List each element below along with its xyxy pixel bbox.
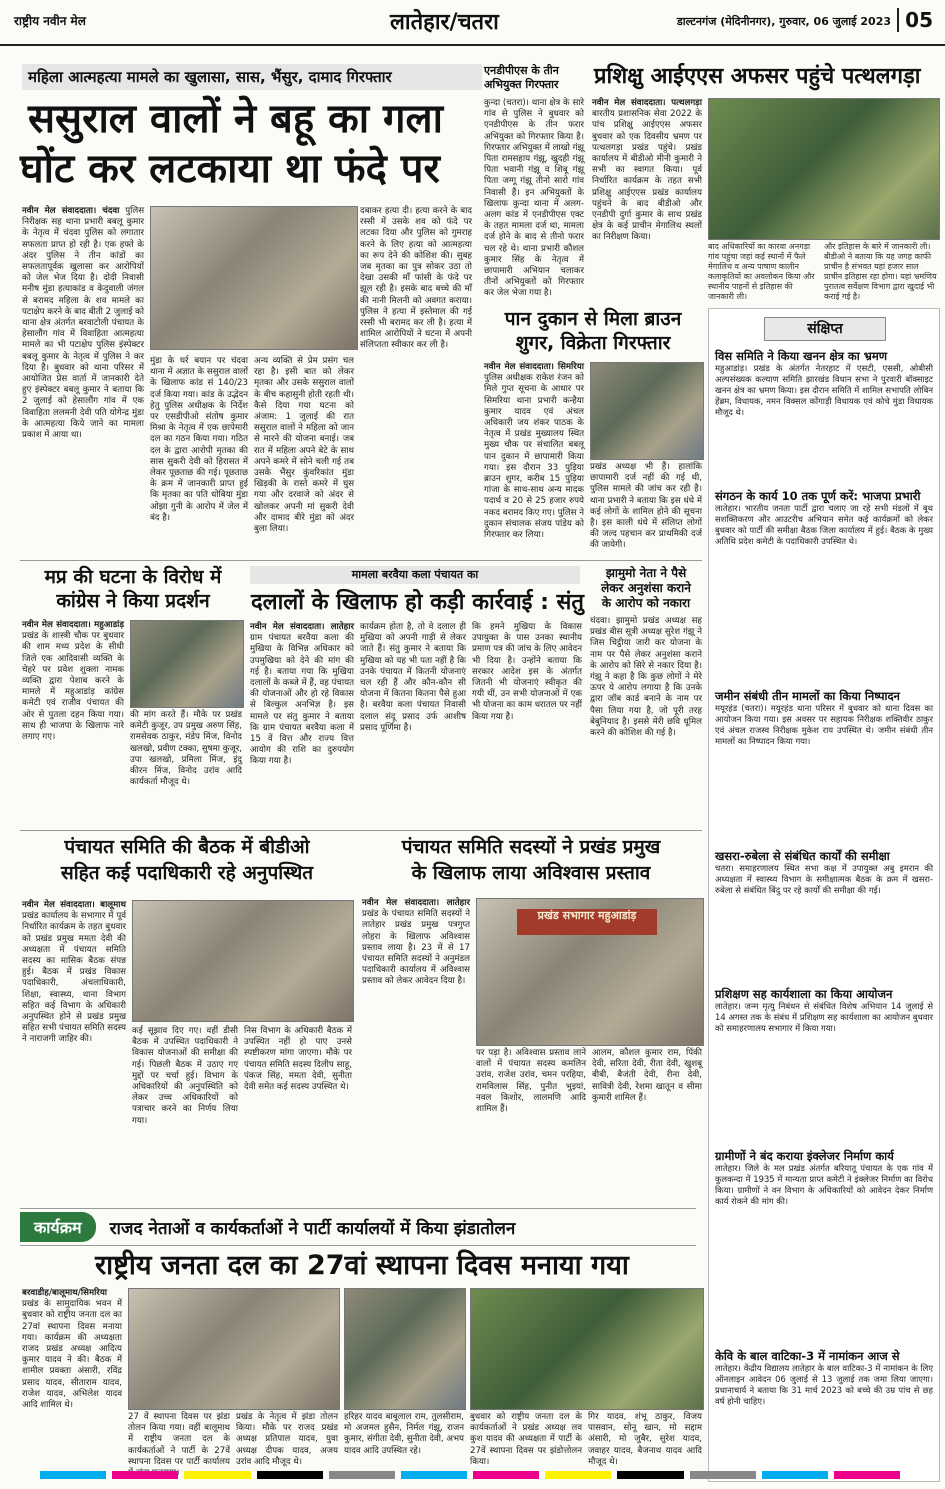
story7-headline-line2: लेकर अनुशंसा कराने xyxy=(601,581,691,595)
story8-body xyxy=(22,900,126,1202)
story6-tag: मामला बरवैया कला पंचायत का xyxy=(250,566,580,584)
story10-body xyxy=(22,1288,122,1472)
story1-kicker: महिला आत्महत्या मामले का खुलासा, सास, भैंसुर, दामाद गिरफ्तार xyxy=(22,64,482,90)
story8-photo xyxy=(132,900,354,1022)
story3-caption-right: और इतिहास के बारे में जानकारी ली। बीडीओ ने बताया कि यह जगह काफी प्राचीन है संभवत यहां हजार साल प्राचीन इतिहास रहा होगा। यहां भ्रमणिय पुरातत्व सर्वेक्षण विभाग द्वारा खुदाई भी कराई गई है। xyxy=(824,242,937,301)
story7-headline-line3: के आरोप को नकारा xyxy=(601,596,691,610)
story5-byline: नवीन मेल संवाददाता। महुआडांड़ xyxy=(22,620,124,630)
story10-photo1 xyxy=(128,1288,340,1410)
story9-photo-sign: प्रखंड सभागार महुआडांड़ xyxy=(517,909,657,935)
story6-byline: नवीन मेल संवाददाता। लातेहार xyxy=(250,622,354,632)
story10-photo3 xyxy=(470,1288,704,1410)
brief-title: ग्रामीणों ने बंद कराया इंक्लेजर निर्माण कार्य xyxy=(715,1149,894,1163)
story4-byline: नवीन मेल संवाददाता। सिमरिया xyxy=(484,362,584,372)
story9-byline: नवीन मेल संवाददाता। लातेहार xyxy=(362,898,470,908)
story7-headline xyxy=(590,566,702,611)
brief-text: लातेहार। जन्म मृत्यु निबंधन से संबंधित विशेष अभियान 14 जुलाई से 14 अगस्त तक के संबंध में प्रशिक्षण सह कार्यशाला का आयोजन बुधवार को समाहरणालय सभागार में किया गया। xyxy=(715,1001,933,1033)
brief-item xyxy=(715,349,933,483)
story4-headline-line1: पान दुकान से मिला ब्राउन xyxy=(504,308,682,330)
brief-item xyxy=(715,849,933,973)
story1-text-col4: दबाकर हत्या दी। हत्या करने के बाद रस्सी में उसके शव को फंदे पर लटका दिया और पुलिस को गुमराह करने के लिए हत्या को आत्महत्या का रूप देने की कोशिश की। सुबह जब मृतका का पुत्र सोकर उठा तो देखा उसकी माँ फांसी के फंदे पर झूल रही है। इसके बाद बच्चे की माँ की नानी मिलनी को अवगत कराया। पुलिस ने हत्या में इस्तेमाल की गई रस्सी भी बरामद कर ली है। हत्या में शामिल आरोपियों ने घटना में अपनी संलिप्तता स्वीकार कर ली है। xyxy=(360,206,472,351)
story5-text: प्रखंड के शास्त्री चौक पर बुधवार की शाम मध्य प्रदेश के सीधी जिले एक आदिवासी व्यक्ति के चेहरे पर प्रवेश शुक्ला नामक व्यक्ति द्वारा पेशाब करने के मामले में महुआडांड़ कांग्रेस कमेटी एवं राजीव पंचायत की ओर से पुतला दहन किया गया। साथ ही भाजपा के खिलाफ नारे लगाए गए। xyxy=(22,631,124,743)
dateline: डाल्टनगंज (मेदिनीनगर), गुरुवार, 06 जुलाई 2023 xyxy=(676,15,891,28)
story1-headline-line2: घोंट कर लटकाया था फंदे पर xyxy=(20,146,440,192)
brief-item xyxy=(715,1149,933,1333)
story6-body xyxy=(250,622,354,824)
story9-text: प्रखंड के पंचायत समिति सदस्यों ने लातेहार प्रखंड प्रमुख पत्रगुप्त लोहरा के खिलाफ अविश्वास प्रस्ताव लाया है। 23 में से 17 पंचायत समिति सदस्यों ने अनुमंडल पदाधिकारी कार्यालय में अविश्वास प्रस्ताव को लेकर आवेदन दिया है। xyxy=(362,909,470,987)
story9-body xyxy=(362,898,470,1202)
masthead xyxy=(0,0,945,46)
story1-text-col3: अन्य व्यक्ति से प्रेम प्रसंग चल रहा है। इसी बात को लेकर मृतका और उसके ससुराल वालों के बीच कहासुनी होती रहती थी। कैसे दिया गया घटना को अंजाम: 1 जुलाई की रात ससुराल वालों ने महिला को जान से मारने की योजना बनाई। जब रात में महिला अपने बेटे के साथ अपने कमरे में सोने चली गई तब उसके भैंसुर कुंवरिकांत मुंडा खिड़की के रास्ते कमरे में घुस गया और दरवाजे को अंदर से खोलकर अपनी मां सुकरी देवी और दामाद बीरे मुंडा को अंदर बुला लिया। xyxy=(254,356,354,535)
story10-text-b5: गिर यादव, शंभू ठाकुर, विजय पासवान, सोनू खान, मो सद्दाम अंसारी, मो जुबैर, सुरेश यादव, जवाहर यादव, बैजनाथ यादव आदि मौजूद थे। xyxy=(588,1412,702,1467)
paper-name: राष्ट्रीय नवीन मेल xyxy=(14,14,86,28)
story9-headline-line1: पंचायत समिति सदस्यों ने प्रखंड प्रमुख xyxy=(401,836,661,858)
story2-text: कुन्दा (चतरा)। थाना क्षेत्र के सारे गांव से पुलिस ने बुधवार को एनडीपीएस के तीन फरार अभियुक्त को गिरफ्तार किया है। गिरफ्तार अभियुक्त में लाखो गंझू पिता रामसहाय गंझू, खुदही गंझू पिता भवानी गंझू व शिबू गंझू पिता जग्गू गंझू तीनो सारो गांव निवासी हैं। इन अभियुक्तों के खिलाफ कुन्दा थाना में अलग-अलग कांड में एनडीपीएस एक्ट के तहत मामला दर्ज था, मामला दर्ज होने के बाद से तीनो फरार चल रहे थे। थाना प्रभारी कौशल कुमार सिंह के नेतृत्व में छापामारी अभियान चलाकर तीनों अभियुक्तों को गिरफ्तार कर जेल भेजा गया है। xyxy=(484,98,584,299)
brief-text: लातेहार। केंद्रीय विद्यालय लातेहार के बाल वाटिका-3 में नामांकन के लिए ऑनलाइन आवेदन 06 जुलाई से 13 जुलाई तक जमा लिया जाएगा। प्रधानाचार्य ने बताया कि 31 मार्च 2023 को बच्चे की उम्र पांच से छह वर्ष होनी चाहिए। xyxy=(715,1363,933,1406)
brief-text: महुआडांड़। प्रखंड के अंतर्गत नेतरहाट में एसटी, एससी, ओबीसी अल्पसंख्यक कल्याण समिति झारखंड विधान सभा ने पुरवारी बॉक्साइट खनन क्षेत्र का भ्रमण किया। इस दौरान समिति में शामिल सभापति लोबिन हेंब्रम, विधायक, नमन विक्सल कोंगाड़ी विधायक एवं कोचे मुंडा विधायक मौजूद थे। xyxy=(715,363,933,417)
story2-kicker: एनडीपीएस के तीन अभियुक्त गिरफ्तार xyxy=(484,64,559,91)
story10-text: प्रखंड के सामुदायिक भवन में बुधवार को राष्ट्रीय जनता दल का 27वां स्थापना दिवस मनाया गया। कार्यक्रम की अध्यक्षता राजद प्रखंड अध्यक्ष आदित्य कुमार यादव ने की। बैठक में शामील प्रवक्ता अंसारी, रविंद्र प्रसाद यादव, सीताराम यादव, राजेश यादव, अभिलेश यादव आदि शामिल थे। xyxy=(22,1299,122,1411)
story4-body xyxy=(484,362,584,554)
story5-body xyxy=(22,620,124,824)
page-number: 05 xyxy=(897,8,933,32)
band-tag: कार्यक्रम xyxy=(20,1212,96,1242)
story8-text-right: निस विभाग के अधिकारी बैठक में उपस्थित नहीं हो पाए उनसे स्पष्टीकरण मांगा जाएगा। मौके पर पंचायत समिति सदस्य दिलीप साहू, पंकज सिंह, ममता देवी, सुनीता देवी समेत कई सदस्य उपस्थित थे। xyxy=(244,1026,352,1093)
story4-text-right: प्रखंड अध्यक्ष भी हैं। हालांकि छापामारी दर्ज नहीं की गई थी, पुलिस मामले की जांच कर रही है। थाना प्रभारी ने बताया कि इस धंधे में कई लोगों के शामिल होने की सूचना है। इस काली धंधे में संलिप्त लोगों की जल्द पहचान कर प्राथमिकी दर्ज की जायेगी। xyxy=(590,462,702,551)
story1-photo xyxy=(150,206,358,350)
story3-text: बारतीय प्रशासनिक सेवा 2022 के पांच प्रशिक्षु आईएएस अफसर बुधवार को एक दिवसीय भ्रमण पर पत्थलगड़ा प्रखंड पहुंचे। प्रखंड कार्यालय में बीडीओ मीनी कुमारी ने सभी का स्वागत किया। पूर्व निर्धारित कार्यक्रम के तहत सभी प्रशिक्षु आईएएस प्रखंड कार्यालय पहुंचने के बाद बीडीओ और एनडीपी दुर्गा कुमार के साथ प्रखंड क्षेत्र के कई प्राचीन मेगालिथ स्थलों का निरीक्षण किया। xyxy=(592,109,702,243)
story8-text: प्रखंड कार्यालय के सभागार में पूर्व निर्धारित कार्यक्रम के तहत बुधवार को प्रखंड प्रमुख ममता देवी की अध्यक्षता में पंचायत समिति सदस्य का मासिक बैठक संपन्न हुई। बैठक में प्रखंड विकास पदाधिकारी, अंचलाधिकारी, शिक्षा, स्वास्थ्य, थाना विभाग सहित कई विभाग के अधिकारी अनुपस्थित होने से प्रखंड प्रमुख सहित सभी पंचायत समिति सदस्य ने नाराजगी जाहिर की। xyxy=(22,911,126,1045)
story4-headline-line2: शुगर, विक्रेता गिरफ्तार xyxy=(515,332,671,354)
story1-text-col1: पुलिस निरीक्षक सह थाना प्रभारी बबलू कुमार के नेतृत्व में चंदवा पुलिस को लगातार सफलता प्राप्त हो रही है। एक हफ्ते के अंदर पुलिस ने तीन कांडों का सफलतापूर्वक खुलासा कर आरोपियों को जेल भेज दिया है। दोदी निवासी मनीष मुंडा हत्याकांड व केदुवाली जंगल से बरामद महिला के शव मामले का पटाक्षेप करने के बाद बीती 2 जुलाई को थाना क्षेत्र अंतर्गत बरवाटोली पंचायत के हेसालौंग गांव में विवाहिता आत्महत्या मामले का भी पटाक्षेप पुलिस इंस्पेक्टर बबलू कुमार के नेतृत्व में पुलिस ने कर दिया है। बुधवार को थाना परिसर में आयोजित प्रेस वार्ता में जानकारी देते हुए इंस्पेक्टर बबलू कुमार ने बताया कि 2 जुलाई को हेसालौंग गांव में एक विवाहिता ललमनी देवी पति योगेन्द्र मुंडा के आत्महत्या किये जाने का मामला प्रकाश में आया था। xyxy=(22,206,145,441)
brief-sidebar xyxy=(708,308,940,1482)
band-text: राजद नेताओं व कार्यकर्ताओं ने पार्टी कार्यालयों में किया झंडातोलन xyxy=(109,1218,516,1239)
story1-headline-line1: ससुराल वालों ने बहू का गला xyxy=(28,96,443,142)
brief-item xyxy=(715,489,933,683)
story10-headline: राष्ट्रीय जनता दल का 27वां स्थापना दिवस मनाया गया xyxy=(95,1250,629,1281)
story6-text-right: कि हमने मुखिया के विकास उपायुक्त के पास उनका स्थानीय प्रमाण पत्र की जांच के लिए आवेदन भी दिया है। उन्होंने बताया कि सरकार आदेश इस के अंतर्गत जितनी भी योजनाएं स्वीकृत की गयी थीं, उन सभी योजनाओं में एक भी योजना का काम धरातल पर नहीं किया गया है। xyxy=(472,622,582,722)
story5-headline-line1: मप्र की घटना के विरोध में xyxy=(44,566,222,588)
story6-text-mid: कार्यक्रम होता है, तो वे दलाल ही मुखिया को अपनी गाड़ी से लेकर जाते हैं। संतु कुमार ने बताया कि मुखिया को यह भी पता नहीं है कि उनके पंचायत में कितनी योजनाएं चल रही हैं और कौन-कौन सी योजना में कितना कितना पैसे हुआ है। बरवैया कला पंचायत निवासी दलाल संदू प्रसाद उर्फ आशीष प्रसाद पूर्णिमा है। xyxy=(360,622,466,733)
story6-headline: दलालों के खिलाफ हो कड़ी कार्रवाई : संतु xyxy=(251,590,584,615)
brief-title: केवि के बाल वाटिका-3 में नामांकन आज से xyxy=(715,1349,900,1363)
brief-title: खसरा-रुबेला से संबंधित कार्यों की समीक्षा xyxy=(715,849,890,863)
story3-caption-left: बाद अधिकारियों का कारवा अनगड़ा गांव पहुंचा जहां कई स्थानों में फैले मेगालिथ व अन्य पाषाण कालीन कलाकृतियों का अवलोकन किया और स्थानीय पाहनों से इतिहास की जानकारी ली। xyxy=(708,242,815,301)
story8-text-mid: कई सूझाव दिए गए। वहीं डीसी बैठक में उपस्थित पदाधिकारी ने विकास योजनाओं की समीक्षा की गई। पिछली बैठक में उठाए गए मुद्दों पर चर्चा हुई। विभाग के अधिकारियों की अनुपस्थिति को लेकर उच्च अधिकारियों को पत्राचार करने का निर्णय लिया गया। xyxy=(132,1026,238,1126)
story1-col1 xyxy=(22,206,144,554)
story9-headline-line2: के खिलाफ लाया अविश्वास प्रस्ताव xyxy=(411,862,651,884)
story10-byline: बरवाडीह/बालूमाथ/सिमरिया xyxy=(22,1288,108,1298)
story3-byline: नवीन मेल संवाददाता। पत्थलगड़ा xyxy=(592,98,702,108)
story6-text: ग्राम पंचायत बरवैया कला की मुखिया के विभिन्न अधिकार को उपमुखिया को देने की मांग की गई है। बताया गया कि मुखिया दलालों के कब्जे में हैं, वह पंचायत की योजनाओं और हो रहे विकास से बिल्कुल अनभिज्ञ है। इस मामले पर संतु कुमार ने बताया कि ग्राम पंचायत बरवैया कला में 15 वें वित्त और राज्य वित्त आयोग की राशि का दुरुपयोग किया गया है। xyxy=(250,633,354,767)
brief-title: जमीन संबंधी तीन मामलों का किया निष्पादन xyxy=(715,689,900,703)
brief-title: प्रशिक्षण सह कार्यशाला का किया आयोजन xyxy=(715,987,893,1001)
section-title: लातेहार/चतरा xyxy=(390,10,499,35)
story9-text-right: पर पड़ा है। अविश्वास प्रस्ताव लाने वालों में पंचायत सदस्य कमलिन उरांव, राजेश उरांव, चमन परहिया, रामविलास सिंह, पुनीत भुइयां, नवल किशोर, लालमणि आदि शामिल हैं। xyxy=(476,1048,586,1115)
story3-body xyxy=(592,98,702,294)
story10-photo2 xyxy=(344,1288,466,1410)
story5-headline-line2: कांग्रेस ने किया प्रदर्शन xyxy=(56,590,210,612)
story10-text-b2: प्रखंड के नेतृत्व में झंडा तोलन किया। मौके पर राजद प्रखंड अध्यक्ष प्रतिपाल यादव, युवा अध्यक्ष दीपक यादव, अजय उरांव आदि मौजूद थे। xyxy=(236,1412,338,1467)
story10-text-b1: 27 वें स्थापना दिवस पर झंडा तोलन किया गया। वहीं बालूमाथ में राष्ट्रीय जनता दल के कार्यकर्ताओं ने पार्टी के 27वें स्थापना दिवस पर पार्टी कार्यालय xyxy=(128,1412,230,1467)
story9-photo xyxy=(476,898,704,1046)
registration-marks xyxy=(40,1471,900,1479)
story10-text-b3: हरिहर यादव बाबूलाल राम, तुलसीराम, मो अजमल हुसैन, निर्मल गंझू, राजन कुमार, संगीता देवी, सुनीता देवी, अभय यादव आदि उपस्थित रहे। xyxy=(344,1412,464,1456)
story10-text-b4: बुधवार को राष्ट्रीय जनता दल के कार्यकर्ताओं ने प्रखंड अध्यक्ष लव कुश यादव की अध्यक्षता में पार्टी के 27वें स्थापना दिवस पर झंडोत्तोलन किया। xyxy=(470,1412,582,1467)
story7-headline-line1: झामुमो नेता ने पैसे xyxy=(605,566,687,580)
brief-text: मयूरहंड (चतरा)। मयूरहंड थाना परिसर में बुधवार को थाना दिवस का आयोजन किया गया। इस अवसर पर सहायक निरीक्षक शक्तिवीर ठाकुर एवं अंचल राजस्व निरीक्षक मुकेश राय उपस्थित थे। जमीन संबंधी तीन मामलों का निष्पादन किया गया। xyxy=(715,703,933,746)
story4-text: पुलिस अधीक्षक राकेश रंजन को मिले गुप्त सूचना के आधार पर सिमरिया थाना प्रभारी कन्हैया कुमार यादव एवं अंचल अधिकारी जय शंकर पाठक के नेतृत्व में प्रखंड मुख्यालय स्थित मुख्य चौक पर संचालित बबलू पान दुकान में छापामारी किया गया। इस दौरान 33 पुड़िया ब्राउन शुगर, करीब 15 पुड़िया गांजा के साथ-साथ अन्य मादक पदार्थ व 20 से 25 हजार रुपये नकद बरामद किए गए। पुलिस ने दुकान संचालक संजय पांडेय को गिरफ्तार कर लिया। xyxy=(484,373,584,541)
story8-headline-line2: सहित कई पदाधिकारी रहे अनुपस्थित xyxy=(60,862,314,884)
divider xyxy=(20,560,702,561)
program-band xyxy=(20,1208,696,1246)
brief-text: लातेहार। जिले के मल प्रखंड अंतर्गत बरियातू पंचायत के एक गांव में कुलकन्दा में 1935 में मान्यता प्राप्त कमेटी ने इंक्लेजर निर्माण का विरोध किया। ग्रामीणों ने वन विभाग के अधिकारियों को आवेदन देकर निर्माण कार्य रोकने की मांग की। xyxy=(715,1163,933,1206)
story3-headline: प्रशिक्षु आईएएस अफसर पहुंचे पत्थलगड़ा xyxy=(594,64,921,89)
brief-item xyxy=(715,987,933,1131)
brief-title: विस समिति ने किया खनन क्षेत्र का भ्रमण xyxy=(715,349,888,363)
story9-text-far: आलम, कौशल कुमार राम, पिंकी देवी, सरिता देवी, रीता देवी, खुशबू बीबी, बैजंती देवी, रीना देवी, सावित्री देवी, रेशमा खातून व सीमा कुमारी शामिल हैं। xyxy=(592,1048,702,1103)
divider xyxy=(20,830,702,831)
story5-photo xyxy=(130,620,244,708)
story1-byline: नवीन मेल संवाददाता। चंदवा xyxy=(22,206,120,216)
story8-byline: नवीन मेल संवाददाता। बालूमाथ xyxy=(22,900,126,910)
story8-headline-line1: पंचायत समिति की बैठक में बीडीओ xyxy=(64,836,310,858)
sidebar-title: संक्षिप्त xyxy=(764,317,886,341)
brief-item xyxy=(715,1349,933,1463)
story7-text: चंदवा। झामुमो प्रखंड अध्यक्ष सह प्रखंड बीस सूत्री अध्यक्ष सुरेश गंझू ने जिस चिट्ठीया जारी कर योजना के नाम पर पैसे लेकर अनुशंसा कराने के आरोप को सिरे से नकार दिया है। गंझू ने कहा है कि कुछ लोगों ने मेरे ऊपर ये आरोप लगाया है कि उनके द्वारा जॉब कार्ड बनाने के नाम पर पैसा लिया गया है, जो पूरी तरह बेबुनियाद है। इससे मेरी छवि धूमिल करने की कोशिश की गई है। xyxy=(590,616,702,739)
story3-photo xyxy=(708,98,940,240)
story4-photo xyxy=(590,362,704,460)
brief-text: चतरा। समाहरणालय स्थित सभा कक्ष में उपायुक्त अबु इमरान की अध्यक्षता में स्वास्थ्य विभाग के समीक्षात्मक बैठक के क्रम में खसरा-रुबेला से संबंधित बिंदु पर रहे कार्यों की समीक्षा की गई। xyxy=(715,863,933,895)
brief-text: लातेहार। भारतीय जनता पार्टी द्वारा चलाए जा रहे सभी मंडलों में बूथ सशक्तिकरण और आउटरीच अभियान समेत कई कार्यक्रमों को लेकर बुधवार को पार्टी की समीक्षा बैठक जिला कार्यालय में हुई। बैठक के मुख्य अतिथि प्रदेश कमेटी के पदाधिकारी उपस्थित थे। xyxy=(715,503,933,546)
brief-title: संगठन के कार्य 10 तक पूर्ण करें: भाजपा प्रभारी xyxy=(715,489,921,503)
story5-text-right: की मांग करते हैं। मौके पर प्रखंड कमेटी कुजूर, उप प्रमुख अरुण सिंह, रामसेवक ठाकुर, मंडेप मिंज, विनोद खलखो, प्रवीण टक्का, सुषमा कुजूर, उपा खलखो, प्रमिला मिंज, इंदु कीरन मिंज, विनोद उरांव आदि कार्यकर्ता मौजूद थे। xyxy=(130,710,242,788)
brief-item xyxy=(715,689,933,823)
story1-text-col2: मुंडा के घर्र बयान पर चंदवा थाना में अज्ञात के ससुराल वालों के खिलाफ कांड सं 140/23 दर्ज किया गया। कांड के उद्भेदन हेतु पुलिस अधीक्षक के निर्देश पर एसडीपीओ संतोष कुमार मिश्रा के नेतृत्व में एक छापेमारी दल का गठन किया गया। गठित दल के द्वारा आरोपी मृतका की सास सुकरी देवी को हिरासत में लेकर पूछताछ की गई। पूछताछ के क्रम में जानकारी प्राप्त हुई कि मृतका का पति धोबिया मुंडा ओझा गुनी के आरोप में जेल में बंद है। xyxy=(150,356,248,523)
